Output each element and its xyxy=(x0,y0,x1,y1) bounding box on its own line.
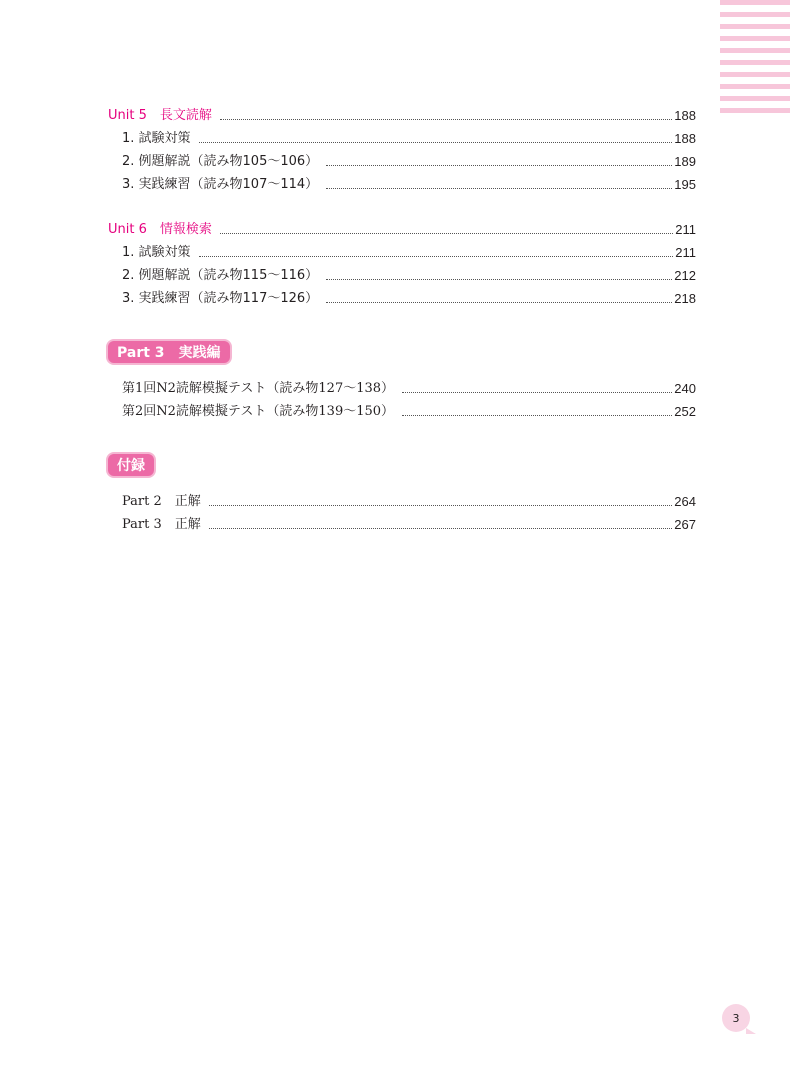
dot-leader xyxy=(220,119,672,120)
toc-label: 3. 実践練習（読み物107〜114） xyxy=(122,177,319,192)
dot-leader xyxy=(199,142,673,143)
toc-label: 1. 試験対策 xyxy=(122,245,191,260)
toc-entry[interactable] xyxy=(122,241,696,261)
toc-entry[interactable] xyxy=(122,490,696,510)
toc-entry[interactable] xyxy=(122,173,696,193)
toc-page-number: 211 xyxy=(675,222,696,237)
dot-leader xyxy=(402,415,672,416)
toc-label: 第2回N2読解模擬テスト（読み物139〜150） xyxy=(122,404,395,419)
toc-label: 第1回N2読解模擬テスト（読み物127〜138） xyxy=(122,381,395,396)
toc-page-number: 267 xyxy=(674,517,696,532)
dot-leader xyxy=(402,392,672,393)
toc-page-number: 188 xyxy=(674,131,696,146)
dot-leader xyxy=(209,528,673,529)
toc-entry[interactable] xyxy=(122,287,696,307)
toc-entry[interactable] xyxy=(122,377,696,397)
page-number-badge: 3 xyxy=(722,1004,750,1032)
toc-page-number: 264 xyxy=(674,494,696,509)
toc-label: 1. 試験対策 xyxy=(122,131,191,146)
toc-page-number: 240 xyxy=(674,381,696,396)
toc-entry[interactable] xyxy=(122,400,696,420)
toc-label: 2. 例題解説（読み物115〜116） xyxy=(122,268,319,283)
dot-leader xyxy=(209,505,673,506)
toc-page-number: 218 xyxy=(674,291,696,306)
toc-label: Part 2 正解 xyxy=(122,494,201,509)
section-heading-part3: Part 3 実践編 xyxy=(106,339,232,365)
dot-leader xyxy=(220,233,673,234)
toc-entry[interactable] xyxy=(122,150,696,170)
toc-entry[interactable] xyxy=(122,513,696,533)
section-heading-appendix: 付録 xyxy=(106,452,156,478)
toc-page-number: 188 xyxy=(674,108,696,123)
toc-entry-unit5[interactable] xyxy=(108,104,696,124)
toc-page-number: 211 xyxy=(675,245,696,260)
decorative-stripes xyxy=(720,0,790,120)
toc-label: 2. 例題解説（読み物105〜106） xyxy=(122,154,319,169)
toc-entry[interactable] xyxy=(122,264,696,284)
toc-label: Unit 5 長文読解 xyxy=(108,108,212,123)
toc-page-number: 195 xyxy=(674,177,696,192)
toc-entry-unit6[interactable] xyxy=(108,218,696,238)
toc-label: 3. 実践練習（読み物117〜126） xyxy=(122,291,319,306)
toc-entry[interactable] xyxy=(122,127,696,147)
dot-leader xyxy=(199,256,674,257)
toc-label: Unit 6 情報検索 xyxy=(108,222,212,237)
toc-page-number: 212 xyxy=(674,268,696,283)
dot-leader xyxy=(326,188,672,189)
dot-leader xyxy=(326,302,672,303)
toc-label: Part 3 正解 xyxy=(122,517,201,532)
toc-page-number: 252 xyxy=(674,404,696,419)
dot-leader xyxy=(326,279,672,280)
toc-page-number: 189 xyxy=(674,154,696,169)
dot-leader xyxy=(326,165,672,166)
